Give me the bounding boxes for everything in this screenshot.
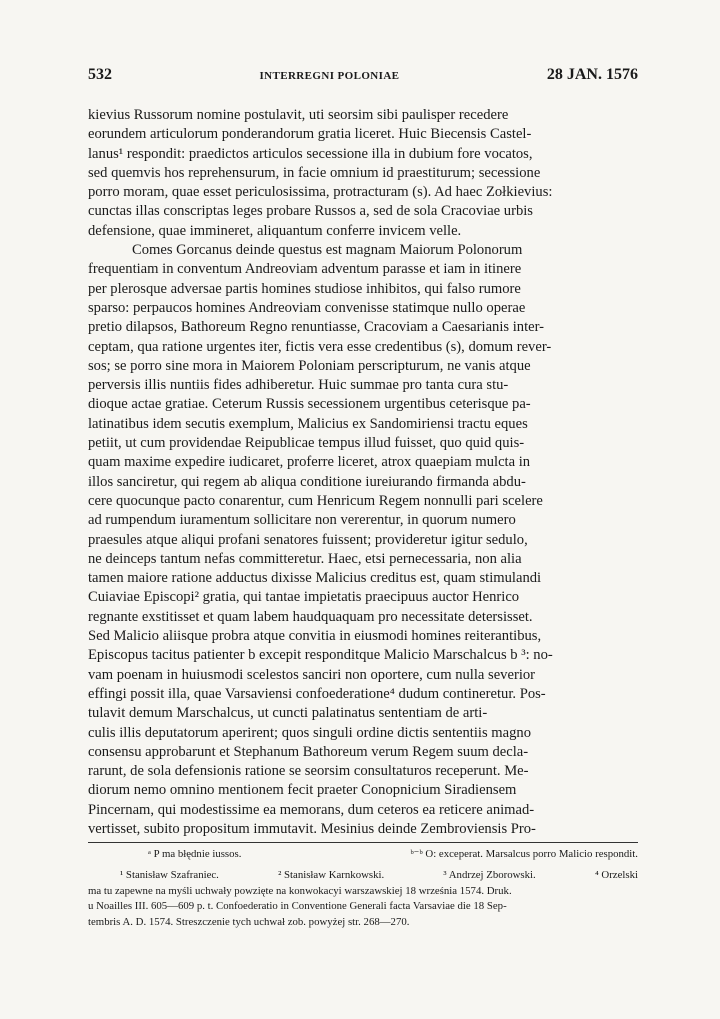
body-line: porro moram, quae esset periculosissima, protracturam (s). Ad haec Zołkievius: bbox=[88, 184, 553, 201]
footnote-1: ¹ Stanisław Szafraniec. bbox=[120, 869, 219, 882]
body-line: ad rumpendum iuramentum sollicitare non vererentur, in quorum numero bbox=[88, 512, 516, 529]
body-line: rarunt, de sola defensionis ratione se seorsim consultaturos receperunt. Me- bbox=[88, 763, 529, 780]
body-line: sed quemvis hos reprehensurum, in facie omnium id praestiturum; secessione bbox=[88, 164, 541, 181]
footnote-rule bbox=[88, 842, 638, 843]
body-line: tamen maiore ratione adductus dixisse Malicius creditus est, quam stimulandi bbox=[88, 570, 542, 587]
header-date: 28 JAN. 1576 bbox=[546, 66, 638, 83]
body-line: petiit, ut cum providendae Reipublicae tempus illud fuisset, quo quid quis- bbox=[88, 435, 525, 452]
body-line: effingi possit illa, quae Varsaviensi confoederatione⁴ dudum contineretur. Pos- bbox=[88, 685, 546, 702]
body-line: lanus¹ respondit: praedictos articulos secessione illa in dubium fore vocatos, bbox=[88, 145, 533, 162]
body-line: praesules atque aliqui profani senatores fuissent; provideretur igitur sedulo, bbox=[88, 531, 528, 548]
body-line: eorundem articulorum ponderandorum gratia liceret. Huic Biecensis Castel- bbox=[88, 126, 532, 143]
body-line: cunctas illas conscriptas leges probare Russos a, sed de sola Cracoviae urbis bbox=[88, 203, 533, 220]
running-title: INTERREGNI POLONIAE bbox=[259, 70, 400, 82]
body-line: Comes Gorcanus deinde questus est magnam Maiorum Polonorum bbox=[132, 242, 523, 259]
body-line: tulavit demum Marschalcus, ut cuncti palatinatus sententiam de arti- bbox=[88, 705, 488, 722]
body-line: latinatibus idem secutis exemplum, Malicius ex Sandomiriensi tractu eques bbox=[88, 415, 528, 432]
page-header bbox=[88, 66, 638, 96]
body-line: diorum nemo omnino mentionem fecit praeter Conopnicium Siradiensem bbox=[88, 782, 517, 799]
body-line: quam maxime expedire iudicaret, proferre liceret, atrox quaepiam mulcta in bbox=[88, 454, 531, 471]
footnote-4-cont-1: ma tu zapewne na myśli uchwały powzięte na konwokacyi warszawskiej 18 września 1574. Druk. bbox=[88, 884, 512, 897]
footnote-4: ⁴ Orzelski bbox=[594, 869, 638, 882]
body-line: consensu approbarunt et Stephanum Bathoreum verum Regem suum decla- bbox=[88, 743, 529, 760]
body-line: Pincernam, qui modestissime ea memorans, dum ceteros ea reticere animad- bbox=[88, 801, 535, 818]
footnote-4-cont-2: u Noailles III. 605—609 p. t. Confoederatio in Conventione Generali facta Varsaviae die 18 Sep- bbox=[88, 900, 507, 913]
body-line: vam poenam in huiusmodi scelestos sanciri non oportere, cum nulla severior bbox=[88, 666, 536, 683]
body-line: ne deinceps tantum nefas committeretur. Haec, etsi pernecessaria, non alia bbox=[88, 550, 522, 567]
body-line: sos; se porro sine mora in Maiorem Poloniam perscripturum, ne vanis atque bbox=[88, 357, 531, 374]
body-line: regnante exstitisset et quam labem haudquaquam pro necessitate detersisset. bbox=[88, 608, 533, 625]
body-line: sparso: perpaucos homines Andreoviam convenisse statimque nullo operae bbox=[88, 299, 526, 316]
body-line: pretio dilapsos, Bathoreum Regno renuntiasse, Cracoviam a Caesarianis inter- bbox=[88, 319, 545, 336]
page-number: 532 bbox=[88, 66, 112, 83]
footnote-3: ³ Andrzej Zborowski. bbox=[443, 869, 536, 882]
body-text bbox=[88, 106, 638, 839]
footnote-2: ² Stanisław Karnkowski. bbox=[278, 869, 385, 882]
body-line: Sed Malicio aliisque probra atque convitia in eiusmodi homines reiterantibus, bbox=[88, 628, 542, 645]
body-line: Cuiaviae Episcopi² gratia, qui tantae impietatis praecipuus auctor Henrico bbox=[88, 589, 520, 606]
body-line: Episcopus tacitus patienter b excepit responditque Malicio Marschalcus b ³: no- bbox=[88, 647, 553, 664]
variant-note-b: ᵇ⁻ᵇ O: exceperat. Marsalcus porro Malicio respondit. bbox=[410, 848, 638, 861]
variant-notes bbox=[88, 847, 638, 862]
variant-note-a: ᵃ P ma błędnie iussos. bbox=[148, 848, 242, 861]
body-line: perversis illis nuntiis fides adhiberetur. Huic summae pro tanta cura stu- bbox=[88, 377, 509, 394]
body-line: vertisset, subito propositum immutavit. Mesinius deinde Zembroviensis Pro- bbox=[88, 820, 536, 837]
body-line: frequentiam in conventum Andreoviam adventum parasse et iam in itinere bbox=[88, 261, 522, 278]
body-line: dioque actae gratiae. Ceterum Russis secessionem urgentibus ceterisque pa- bbox=[88, 396, 531, 413]
body-line: cere quocunque pacto conarentur, cum Henricum Regem nonnulli pari scelere bbox=[88, 492, 543, 509]
body-line: defensione, quae immineret, aliquantum conferre invicem velle. bbox=[88, 222, 462, 239]
body-line: per plerosque adversae partis homines studiose inhibitos, qui falso rumore bbox=[88, 280, 521, 297]
body-line: kievius Russorum nomine postulavit, uti seorsim sibi paulisper recedere bbox=[88, 107, 509, 123]
body-line: illos sanciretur, qui regem ab aliqua conditione iureiurando firmanda abdu- bbox=[88, 473, 526, 490]
footnotes bbox=[88, 868, 638, 930]
footnote-4-cont-3: tembris A. D. 1574. Streszczenie tych uchwał zob. powyżej str. 268—270. bbox=[88, 915, 410, 928]
body-line: ceptam, qua ratione urgentes iter, fictis vera esse credentibus (s), domum rever- bbox=[88, 338, 552, 355]
body-line: culis illis deputatorum aperirent; quos singuli ordine dictis sententiis magno bbox=[88, 724, 532, 741]
page bbox=[88, 66, 638, 930]
